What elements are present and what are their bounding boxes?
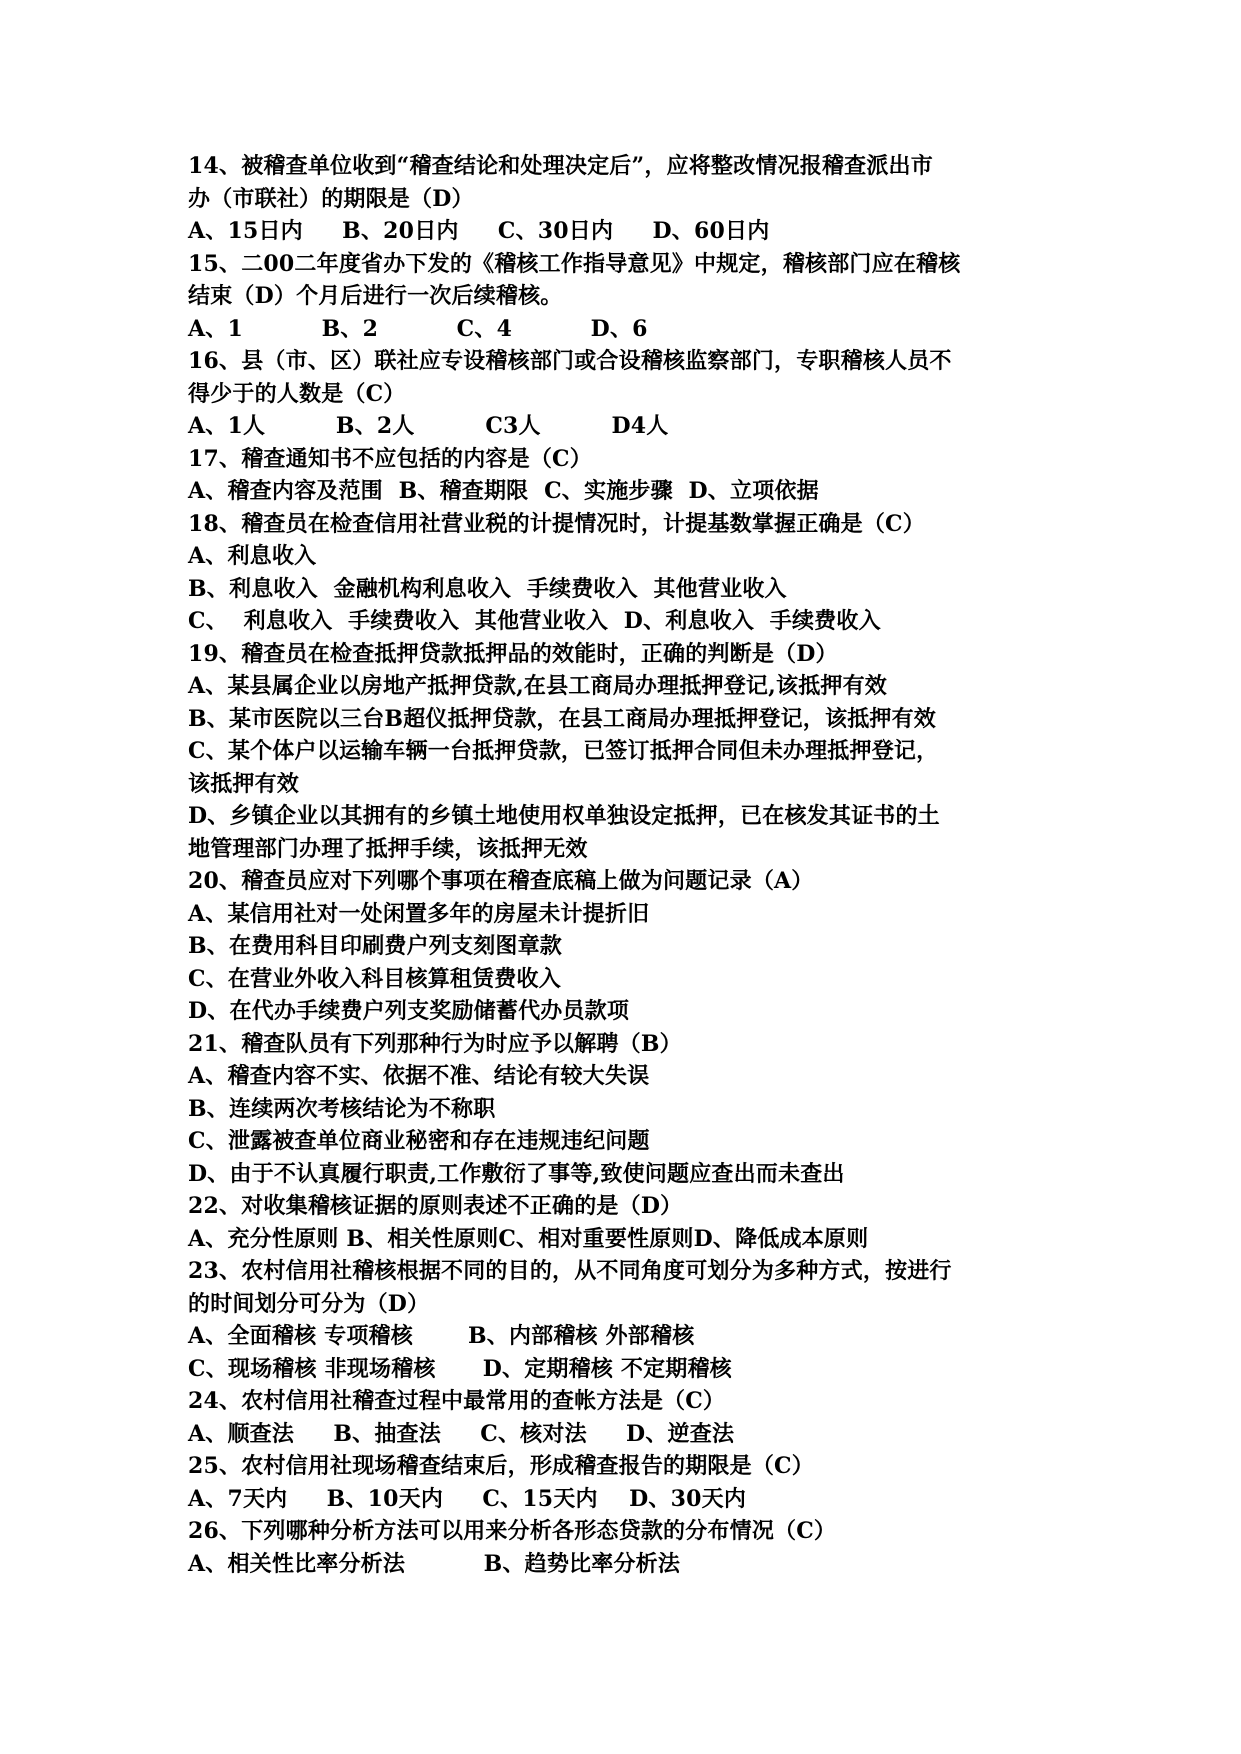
document-line: C、在营业外收入科目核算租赁费收入 bbox=[188, 965, 561, 992]
document-line: 15、二00二年度省办下发的《稽核工作指导意见》中规定，稽核部门应在稽核 bbox=[188, 250, 961, 277]
document-line: 26、下列哪种分析方法可以用来分析各形态贷款的分布情况（C） bbox=[188, 1518, 837, 1544]
document-line: D、在代办手续费户列支奖励储蓄代办员款项 bbox=[188, 998, 630, 1024]
document-body bbox=[188, 150, 1068, 1580]
document-line: A、充分性原则 B、相关性原则C、相对重要性原则D、降低成本原则 bbox=[188, 1225, 869, 1252]
document-line: 25、农村信用社现场稽查结束后，形成稽查报告的期限是（C） bbox=[188, 1453, 814, 1479]
document-line: 22、对收集稽核证据的原则表述不正确的是（D） bbox=[188, 1193, 683, 1219]
document-line: 20、稽查员应对下列哪个事项在稽查底稿上做为问题记录（A） bbox=[188, 868, 814, 894]
document-line: B、在费用科目印刷费户列支刻图章款 bbox=[188, 933, 562, 959]
document-line: B、连续两次考核结论为不称职 bbox=[188, 1095, 496, 1122]
document-line: 23、农村信用社稽核根据不同的目的，从不同角度可划分为多种方式，按进行 bbox=[188, 1258, 952, 1284]
document-line: A、某县属企业以房地产抵押贷款,在县工商局办理抵押登记,该抵押有效 bbox=[188, 673, 887, 699]
document-line: D、乡镇企业以其拥有的乡镇土地使用权单独设定抵押，已在核发其证书的土 bbox=[188, 803, 940, 829]
document-line: D、由于不认真履行职责,工作敷衍了事等,致使问题应查出而未查出 bbox=[188, 1160, 845, 1187]
document-line: A、稽查内容不实、依据不准、结论有较大失误 bbox=[188, 1063, 650, 1089]
document-line: 办（市联社）的期限是（D） bbox=[188, 185, 474, 212]
document-line: 得少于的人数是（C） bbox=[188, 380, 406, 407]
document-line: 地管理部门办理了抵押手续，该抵押无效 bbox=[188, 835, 588, 862]
document-line: 24、农村信用社稽查过程中最常用的查帐方法是（C） bbox=[188, 1388, 726, 1414]
document-line: 该抵押有效 bbox=[188, 770, 300, 797]
document-line: B、某市医院以三台B超仪抵押贷款，在县工商局办理抵押登记，该抵押有效 bbox=[188, 705, 936, 732]
document-line: A、1 B、2 C、4 D、6 bbox=[188, 315, 648, 342]
document-line: 结束（D）个月后进行一次后续稽核。 bbox=[188, 283, 563, 309]
document-line: A、稽查内容及范围 B、稽查期限 C、实施步骤 D、立项依据 bbox=[188, 478, 819, 504]
document-line: 14、被稽查单位收到“稽查结论和处理决定后”，应将整改情况报稽查派出市 bbox=[188, 153, 933, 179]
document-line: A、15日内 B、20日内 C、30日内 D、60日内 bbox=[188, 218, 770, 244]
document-line: A、顺查法 B、抽查法 C、核对法 D、逆查法 bbox=[188, 1420, 735, 1447]
document-line: 18、稽查员在检查信用社营业税的计提情况时，计提基数掌握正确是（C） bbox=[188, 510, 925, 537]
document-line: A、全面稽核 专项稽核 B、内部稽核 外部稽核 bbox=[188, 1323, 695, 1349]
document-line: 17、稽查通知书不应包括的内容是（C） bbox=[188, 445, 592, 472]
document-line: C、 利息收入 手续费收入 其他营业收入 D、利息收入 手续费收入 bbox=[188, 608, 881, 634]
document-line: 的时间划分可分为（D） bbox=[188, 1290, 430, 1317]
document-line: 21、稽查队员有下列那种行为时应予以解聘（B） bbox=[188, 1030, 682, 1057]
document-line: C、泄露被查单位商业秘密和存在违规违纪问题 bbox=[188, 1128, 650, 1154]
document-line: C、某个体户以运输车辆一台抵押贷款，已签订抵押合同但未办理抵押登记， bbox=[188, 738, 939, 764]
document-line: A、相关性比率分析法 B、趋势比率分析法 bbox=[188, 1550, 681, 1577]
document-line: A、利息收入 bbox=[188, 543, 317, 569]
document-line: A、7天内 B、10天内 C、15天内 D、30天内 bbox=[188, 1485, 747, 1512]
document-line: A、某信用社对一处闲置多年的房屋未计提折旧 bbox=[188, 900, 650, 927]
document-line: 19、稽查员在检查抵押贷款抵押品的效能时，正确的判断是（D） bbox=[188, 640, 838, 667]
document-line: 16、县（市、区）联社应专设稽核部门或合设稽核监察部门，专职稽核人员不 bbox=[188, 348, 952, 374]
document-line: B、利息收入 金融机构利息收入 手续费收入 其他营业收入 bbox=[188, 575, 787, 602]
document-line: A、1人 B、2人 C3人 D4人 bbox=[188, 413, 669, 439]
document-line: C、现场稽核 非现场稽核 D、定期稽核 不定期稽核 bbox=[188, 1355, 732, 1382]
